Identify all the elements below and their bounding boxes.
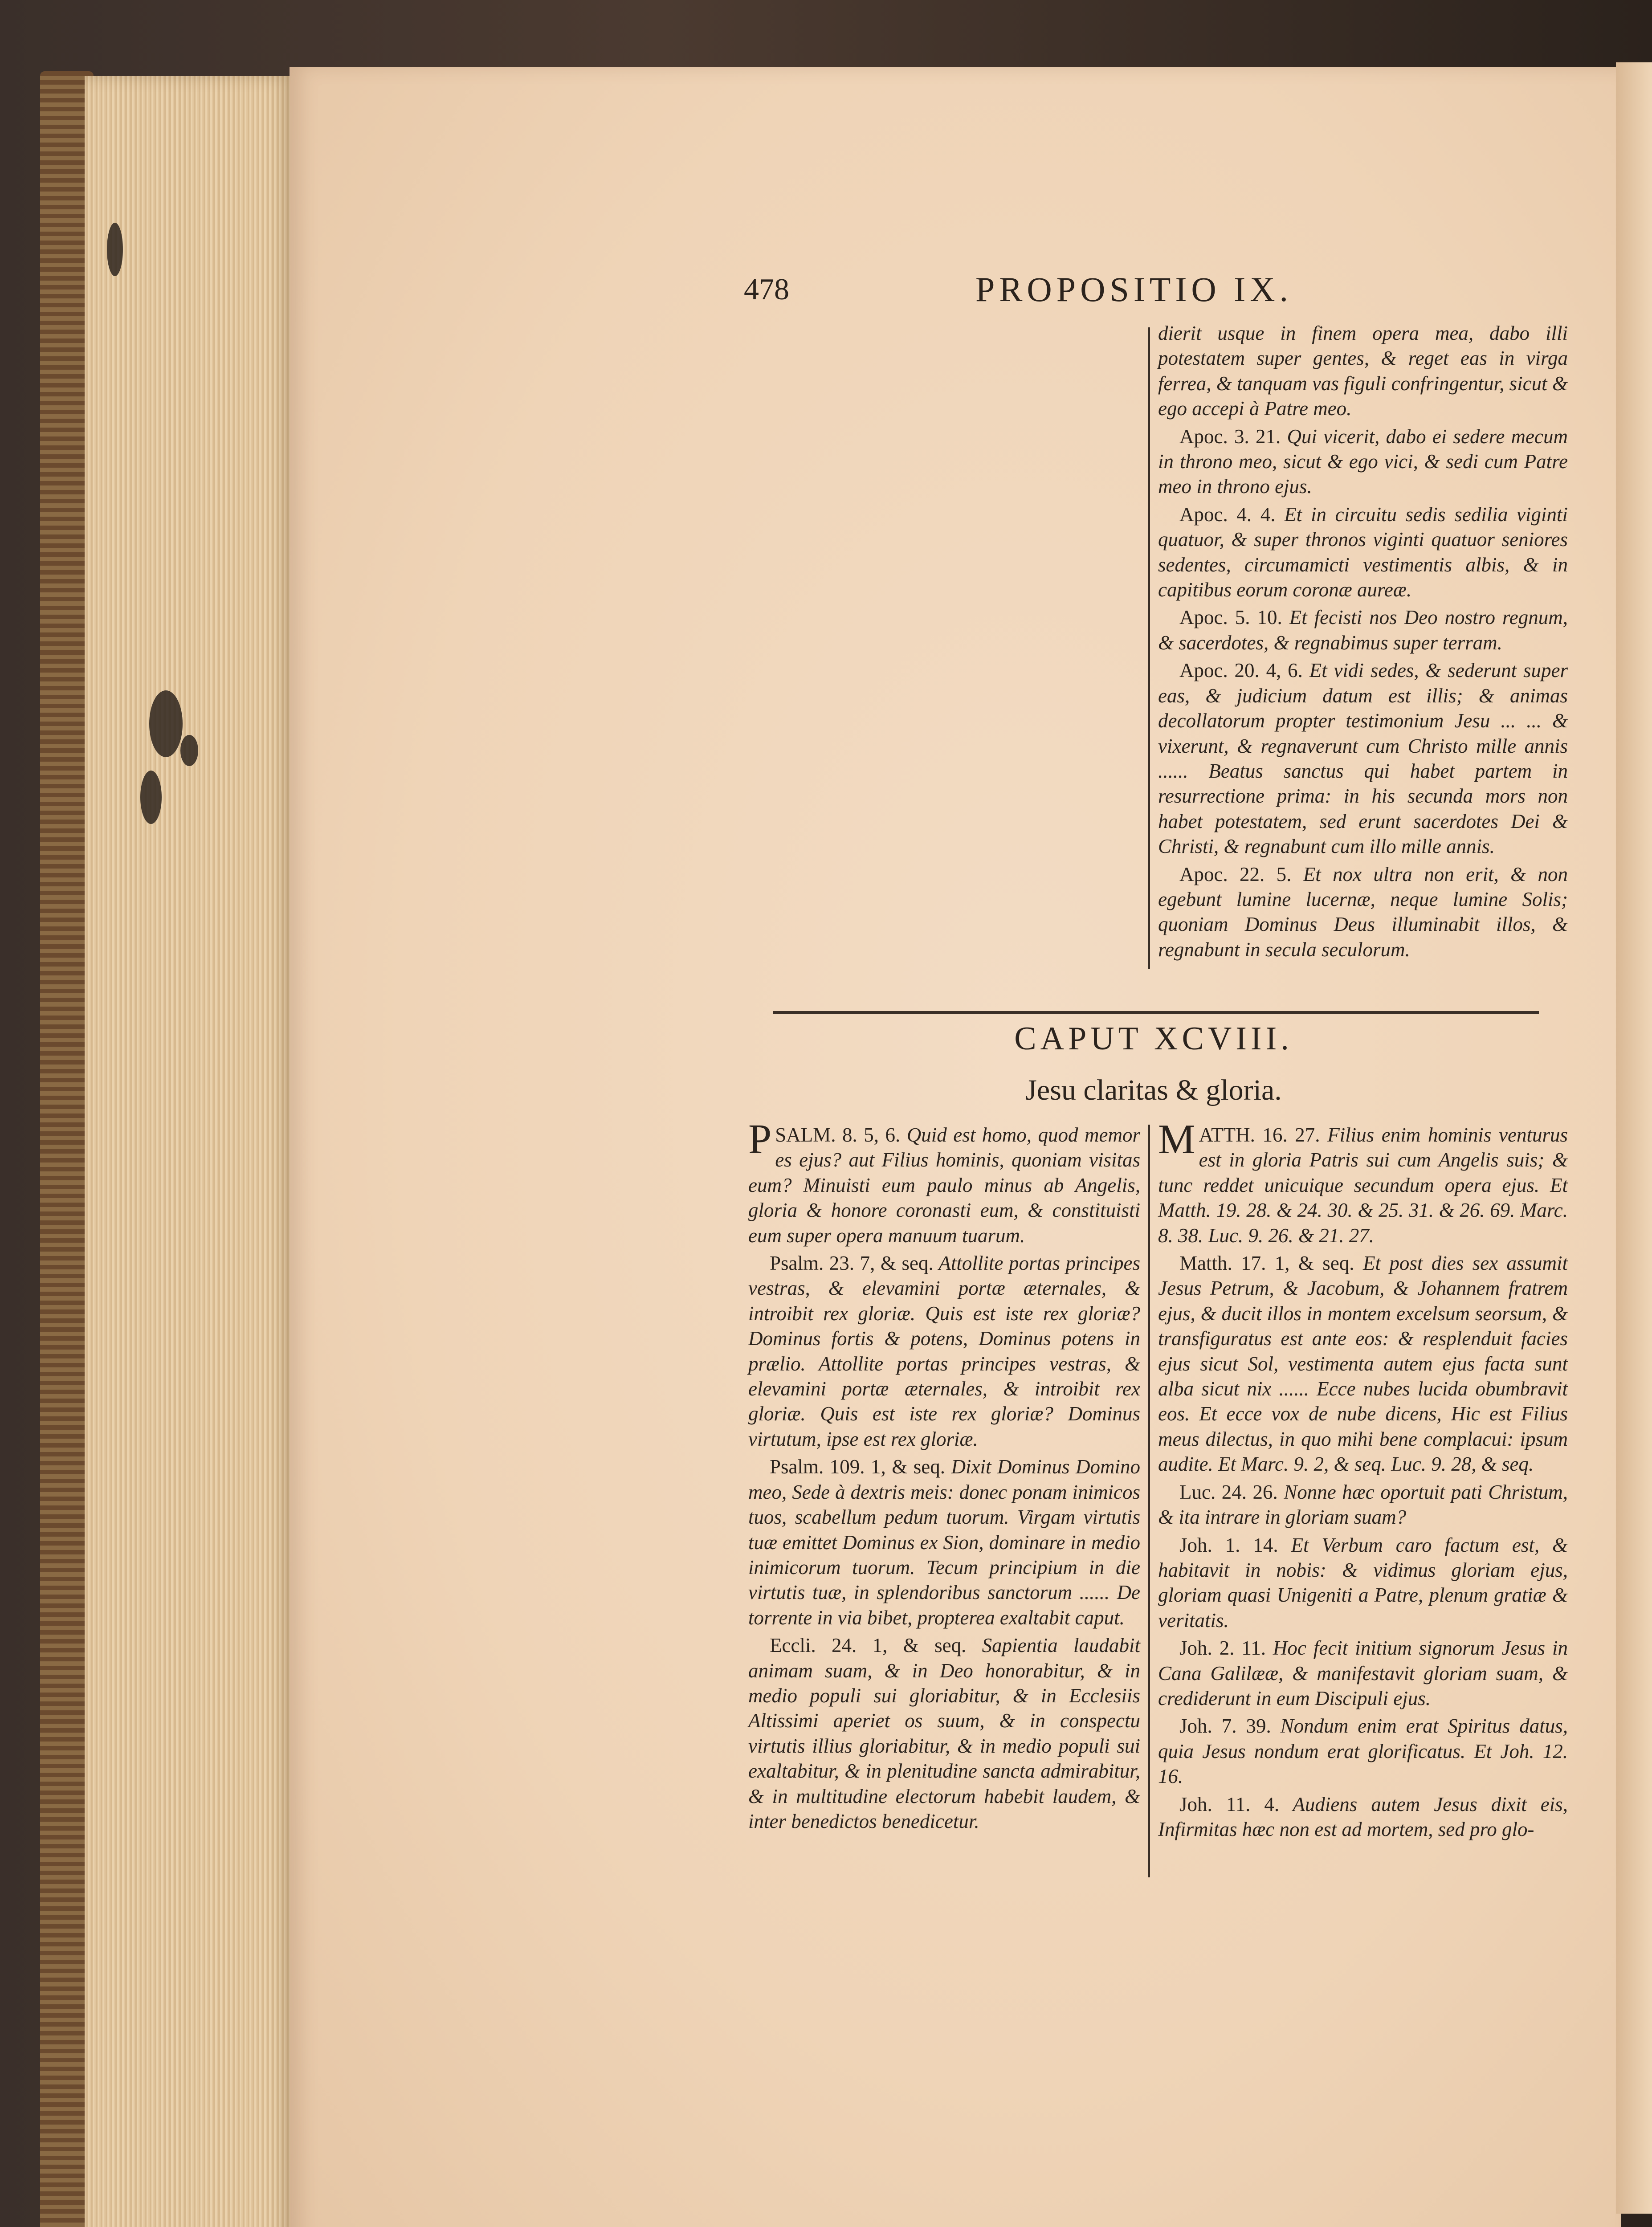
verse-reference: Joh. 1. 14. [1179, 1534, 1278, 1556]
right-column [1158, 1116, 1568, 1844]
verse-text: Et fecisti nos Deo nostro regnum, & sacerdotes, & regnabimus super terram. [1158, 606, 1568, 654]
verse-reference: ATTH. 16. 27. [1199, 1124, 1320, 1146]
verse-reference: Apoc. 4. 4. [1179, 503, 1276, 526]
verse-reference: SALM. 8. 5, 6. [775, 1124, 901, 1146]
running-head [744, 263, 1541, 321]
verse-paragraph [1158, 502, 1568, 603]
verse-reference: Apoc. 20. 4, 6. [1179, 659, 1303, 682]
verse-text: Hoc fecit initium signorum Jesus in Cana Galilææ, & manifestavit gloriam suam, & crediderunt in eum Discipuli ejus. [1158, 1637, 1568, 1709]
facing-page-edge [1616, 62, 1652, 2214]
verse-text: Sapientia laudabit animam suam, & in Deo honorabitur, & in medio populi sui gloriabitur, & in Ecclesiis Altissimi aperiet os suum, & in conspectu virtutis illius gloriabitur, & in medio populi sui exaltabitur, & in plenitudine sancta admirabitur, & in multitudine electorum habebit laudem, & inter benedictos benedicetur. [748, 1634, 1140, 1832]
verse-text: Nondum enim erat Spiritus datus, quia Jesus nondum erat glorificatus. Et Joh. 12. 16. [1158, 1715, 1568, 1788]
verse-paragraph [748, 1633, 1140, 1834]
verse-text: Et vidi sedes, & sederunt super eas, & judicium datum est illis; & animas decollatorum propter testimonium Jesu ... ... & vixerunt, & regnaverunt cum Christo mille annis ...... Beatus sanctus qui habet partem in resurrectione prima: in his secunda mors non habet potestatem, sed erunt sacerdotes Dei & Christi, & regnabunt cum illo mille annis. [1158, 659, 1568, 858]
verse-paragraph [1158, 424, 1568, 499]
page-number: 478 [744, 272, 789, 306]
verse-text: Quid est homo, quod memor es ejus? aut Filius hominis, quoniam visitas eum? Minuisti eum paulo minus ab Angelis, gloria & honore coronasti eum, & constituisti eum super opera manuum tuarum. [748, 1124, 1140, 1247]
column-rule-lower [1148, 1125, 1150, 1877]
verse-text: Qui vicerit, dabo ei sedere mecum in throno meo, sicut & ego vici, & sedi cum Patre meo in throno ejus. [1158, 425, 1568, 498]
ink-stain [140, 771, 162, 824]
verse-paragraph [1158, 1792, 1568, 1842]
show-through-text [753, 339, 1136, 940]
verse-paragraph [1158, 862, 1568, 963]
verse-reference: Joh. 11. 4. [1179, 1793, 1280, 1815]
verse-reference: Eccli. 24. 1, & seq. [770, 1634, 967, 1657]
verse-reference: Luc. 24. 26. [1179, 1481, 1278, 1503]
verse-reference: Joh. 2. 11. [1179, 1637, 1266, 1660]
drop-cap: M [1158, 1116, 1195, 1162]
verse-reference: Apoc. 3. 21. [1179, 425, 1281, 448]
left-column [748, 1116, 1140, 1836]
upper-column [1158, 321, 1568, 965]
chapter-divider-rule [773, 1011, 1539, 1014]
verse-text: Et nox ultra non erit, & non egebunt lumine lucernæ, neque lumine Solis; quoniam Dominus Deus illuminabit illos, & regnabunt in secula seculorum. [1158, 863, 1568, 961]
ink-stain [149, 690, 183, 757]
verse-text: Et post dies sex assumit Jesus Petrum, & Jacobum, & Johannem fratrem ejus, & ducit illos in montem excelsum seorsum, & transfiguratus est ante eos: & resplenduit facies ejus sicut Sol, vestimenta autem ejus facta sunt alba sicut nix ...... Ecce nubes lucida obumbravit eos. Et ecce vox de nube dicens, Hic est Filius meus dilectus, in quo mihi bene complacui: ipsum audite. Et Marc. 9. 2, & seq. Luc. 9. 28, & seq. [1158, 1252, 1568, 1476]
verse-paragraph [748, 1251, 1140, 1452]
column-rule-upper [1148, 327, 1150, 969]
verse-paragraph [748, 1116, 1140, 1248]
verse-paragraph [1158, 658, 1568, 859]
chapter-title: CAPUT XCVIII. [1014, 1020, 1293, 1057]
drop-cap: P [748, 1116, 772, 1162]
verse-paragraph [1158, 605, 1568, 655]
verse-reference: Psalm. 109. 1, & seq. [770, 1456, 945, 1478]
running-title: PROPOSITIO IX. [975, 270, 1293, 309]
verse-paragraph [1158, 1116, 1568, 1248]
verse-reference: Matth. 17. 1, & seq. [1179, 1252, 1354, 1275]
verse-paragraph [1158, 1480, 1568, 1530]
verse-paragraph [748, 1454, 1140, 1630]
verse-text: Filius enim hominis venturus est in gloria Patris sui cum Angelis suis; & tunc reddet unicuique secundum opera ejus. Et Matth. 19. 28. & 24. 30. & 25. 31. & 26. 69. Marc. 8. 38. Luc. 9. 26. & 21. 27. [1158, 1124, 1568, 1247]
chapter-subtitle: Jesu claritas & gloria. [1025, 1074, 1282, 1106]
ink-stain [107, 223, 123, 276]
verse-paragraph [1158, 1713, 1568, 1789]
verse-text: Dixit Dominus Domino meo, Sede à dextris meis: donec ponam inimicos tuos, scabellum pedum tuorum. Virgam virtutis tuæ emittet Dominus ex Sion, dominare in medio inimicorum tuorum. Tecum principium in die virtutis tuæ, in splendoribus sanctorum ...... De torrente in via bibet, propterea exaltabit caput. [748, 1456, 1140, 1629]
page-stack-edges [85, 76, 294, 2227]
verse-paragraph [1158, 1533, 1568, 1633]
verse-text: Attollite portas principes vestras, & elevamini portæ æternales, & introibit rex gloriæ. Quis est iste rex gloriæ? Dominus fortis & potens, Dominus potens in prælio. Attollite portas principes vestras, & elevamini portæ æternales, & introibit rex gloriæ. Quis est iste rex gloriæ? Dominus virtutum, ipse est rex gloriæ. [748, 1252, 1140, 1450]
verse-paragraph [1158, 321, 1568, 421]
verse-text: Et Verbum caro factum est, & habitavit in nobis: & vidimus gloriam ejus, gloriam quasi Unigeniti a Patre, plenum gratiæ & veritatis. [1158, 1534, 1568, 1632]
verse-text: Nonne hæc oportuit pati Christum, & ita intrare in gloriam suam? [1158, 1481, 1568, 1529]
verse-reference: Psalm. 23. 7, & seq. [770, 1252, 934, 1275]
verse-text: Audiens autem Jesus dixit eis, Infirmitas hæc non est ad mortem, sed pro glo- [1158, 1793, 1568, 1840]
verse-reference: Joh. 7. 39. [1179, 1715, 1271, 1738]
verse-text: Et in circuitu sedis sedilia viginti quatuor, & super thronos viginti quatuor seniores sedentes, circumamicti vestimentis albis, & in capitibus eorum coronæ aureæ. [1158, 503, 1568, 601]
verse-reference: Apoc. 5. 10. [1179, 606, 1282, 629]
verse-text: dierit usque in finem opera mea, dabo illi potestatem super gentes, & reget eas in virga ferrea, & tanquam vas figuli confringentur, sicut & ego accepi à Patre meo. [1158, 322, 1568, 420]
verse-paragraph [1158, 1251, 1568, 1477]
ink-stain [180, 735, 198, 766]
verse-paragraph [1158, 1636, 1568, 1711]
verse-reference: Apoc. 22. 5. [1179, 863, 1292, 885]
